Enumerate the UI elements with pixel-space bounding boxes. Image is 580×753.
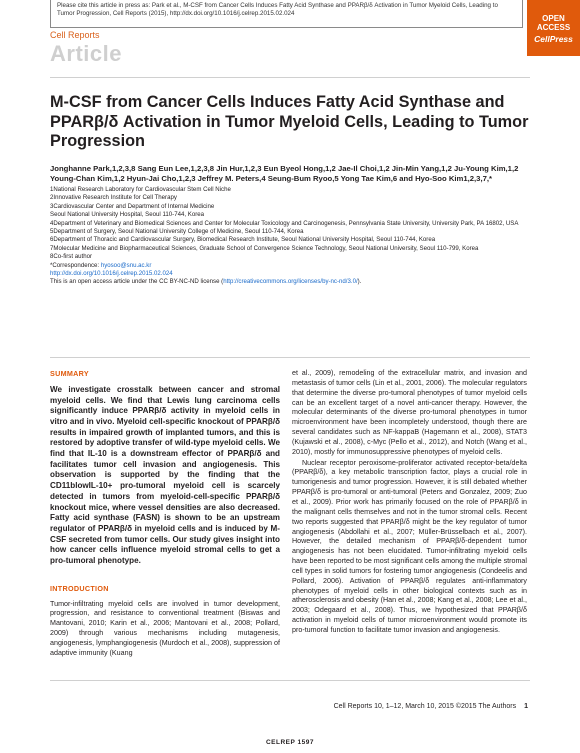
cellpress-logo: CellPress [534, 34, 573, 44]
manuscript-code: CELREP 1597 [265, 739, 314, 746]
correspondence [50, 262, 540, 270]
affiliation: 7Molecular Medicine and Biopharmaceutical Sciences, Graduate School of Convergence Science Technology, Seoul National University, Seoul 110-799, Korea [50, 244, 479, 252]
license-statement [50, 278, 540, 286]
body-paragraph: Nuclear receptor peroxisome-proliferator activated receptor-beta/delta (PPARβ/δ), a key metabolic transcription factor, plays a crucial role in tumorigenesis and tumor progression. However, it is still debated whether PPARβ/δ is pro-tumoral or anti-tumoral (Peters and Gonzalez, 2009; Zuo et al., 2009). Prior work has primarily focused on the role of PPARβ/δ in the malignant cells themselves and not in the tumor stromal cells. Recent two reports suggested that PPARβ/δ might be the key regulator of tumor angiogenesis (Abdollahi et al., 2007; Müller-Brüsselbach et al., 2007). However, the detailed mechanism of PPARβ/δ-dependent tumor angiogenesis has not been elucidated. Tumor-infiltrating myeloid cells have been reported to be most significant cells among the multiple stromal cell types in solid tumors for fostering tumor angiogenesis (Condeelis and Pollard, 2006). Activation of PPARβ/δ regulates anti-inflammatory phenotypes of myeloid cells in other biological contexts such as in atherosclerosis and obesity (Han et al., 2008; Kang et al., 2008; Lee et al., 2003; Odegaard et al., 2008). Thus, we hypothesized that PPARβ/δ activation in myeloid cells of tumor microenvironment would promote its pro-tumoral function to facilitate tumor invasion and angiogenesis. [292, 458, 527, 634]
page-footer [50, 703, 528, 710]
body-divider [50, 357, 530, 358]
affiliation: 5Department of Surgery, Seoul National University College of Medicine, Seoul 110-744, Korea [50, 228, 304, 236]
badge-open: OPEN [542, 14, 565, 23]
affiliation: 8Co-first author [50, 253, 92, 261]
affiliation: 1National Research Laboratory for Cardiovascular Stem Cell Niche [50, 186, 231, 193]
footer-divider [50, 680, 530, 681]
left-column [50, 369, 280, 659]
affiliation: 4Department of Veterinary and Biomedical Sciences and Center for Molecular Toxicology and Carcinogenesis, Pennsylvania State University, University Park, PA 16802, USA [50, 219, 519, 227]
license-prefix: This is an open access article under the CC BY-NC-ND license ( [50, 278, 224, 286]
summary-text: We investigate crosstalk between cancer and stromal myeloid cells. We find that Lewis lung carcinoma cells significantly induce PPARβ/δ activity in myeloid cells in vitro and in vivo. Myeloid cell-specific knockout of PPARβ/δ results in impaired growth of implanted tumors, and this is restored by adoptive transfer of wild-type myeloid cells. We find that IL-10 is a downstream effector of PPARβ/δ and facilitates tumor cell invasion and angiogenesis. This observation is supported by the finding that the CD11blowIL-10+ pro-tumoral myeloid cell is scarcely detected in tumors from myeloid-cell-specific PPARβ/δ knockout mice, where vessel densities are also decreased. Fatty acid synthase (FASN) is shown to be an upstream regulator of PPARβ/δ in myeloid cells and is induced by M-CSF secreted from tumor cells. Our study gives insight into how cancer cells influence myeloid stromal cells to get a pro-tumoral phenotype. [50, 384, 280, 566]
correspondence-email-link[interactable]: hyosoo@snu.ac.kr [100, 261, 152, 269]
open-access-badge[interactable] [527, 0, 580, 56]
header-divider [50, 77, 530, 78]
page-number: 1 [524, 703, 528, 710]
journal-name[interactable]: Cell Reports [50, 30, 100, 40]
footer-citation: Cell Reports 10, 1–12, March 10, 2015 ©2015 The Authors [333, 703, 517, 710]
author-list: Jonghanne Park,1,2,3,8 Sang Eun Lee,1,2,3,8 Jin Hur,1,2,3 Eun Byeol Hong,1,2 Jae-Il Choi,1,2 Jin-Min Yang,1,2 Ju-Young Kim,1,2 Young-Chan Kim,1,2 Hyun-Jai Cho,1,2,3 Jeffrey M. Peters,4 Seung-Bum Ryoo,5 Yong Tae Kim,6 and Hyo-Soo Kim1,2,3,7,* [50, 164, 519, 183]
right-column [292, 369, 527, 636]
affiliation: 3Cardiovascular Center and Department of Internal Medicine [50, 202, 215, 210]
affiliations [50, 186, 540, 287]
license-link[interactable]: http://creativecommons.org/licenses/by-nc-nd/3.0/ [223, 278, 358, 286]
affiliation: Seoul National University Hospital, Seoul 110-744, Korea [50, 211, 205, 219]
introduction-paragraph: Tumor-infiltrating myeloid cells are involved in tumor development, progression, and resistance to conventional treatment (Biswas and Mantovani, 2010; Karin et al., 2006; Mantovani et al., 2008; Pollard, 2009) through various mechanisms including mutagenesis, angiogenesis, lymphangiogenesis (Murdoch et al., 2008), suppression of adaptive immunity (Kuang [50, 599, 280, 657]
affiliation: 2Innovative Research Institute for Cell Therapy [50, 194, 177, 202]
citation-notice: Please cite this article in press as: Park et al., M-CSF from Cancer Cells Induces Fatty Acid Synthase and PPARβ/δ Activation in Tumor Myeloid Cells, Leading to Tumor Progression, Cell Reports (2015), http://dx.doi.org/10.1016/j.celrep.2015.02.024 [50, 0, 523, 28]
introduction-heading: INTRODUCTION [50, 583, 109, 593]
affiliation: 6Department of Thoracic and Cardiovascular Surgery, Biomedical Research Institute, Seoul National University Hospital, Seoul 110-744, Korea [50, 236, 436, 244]
article-type: Article [50, 41, 122, 66]
correspondence-label: *Correspondence: [50, 261, 101, 269]
body-paragraph: et al., 2009), remodeling of the extracellular matrix, and invasion and metastasis of tumor cells (Lin et al., 2001, 2006). The molecular regulators that determine the diverse pro-tumoral phenotypes of tumor myeloid cells can be an excellent target of a novel anti-cancer therapy. However, the molecular determinants of the diverse pro-tumoral phenotypes in tumor microenvironment have been incompletely understood, though there are several candidates such as NF-kappaB (Hagemann et al., 2008), STAT3 (Kujawski et al., 2008), c-Myc (Pello et al., 2012), and Notch (Wang et al., 2010), mostly for immunosuppressive phenotypes of myeloid cells. [292, 369, 527, 456]
summary-heading: SUMMARY [50, 369, 89, 378]
doi-link[interactable]: http://dx.doi.org/10.1016/j.celrep.2015.02.024 [50, 270, 173, 278]
license-suffix: ). [357, 278, 362, 286]
article-title: M-CSF from Cancer Cells Induces Fatty Acid Synthase and PPARβ/δ Activation in Tumor Myeloid Cells, Leading to Tumor Progression [50, 93, 529, 150]
badge-access: ACCESS [536, 23, 571, 32]
